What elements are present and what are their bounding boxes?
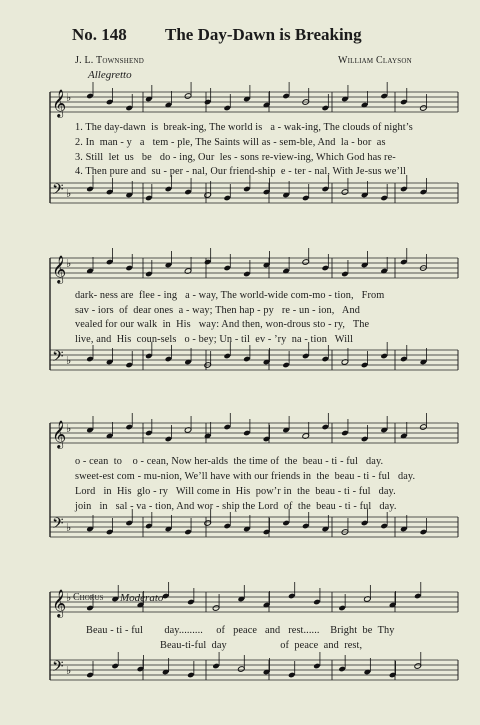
clef-glyph: 𝄞 (52, 255, 67, 283)
key-flat: ♭ (66, 355, 72, 367)
lyric-line: Lord in His glo - ry Will come in His pow’r in the beau - ti - ful day. (75, 486, 396, 497)
lyric-line: sav - iors of dear ones a - way; Then hap - py re - un - ion, And (75, 305, 360, 316)
key-flat: ♭ (66, 522, 72, 534)
lyric-line: 2. In man - y a tem - ple, The Saints will as - sem-ble, And la - bor as (75, 137, 386, 148)
key-flat: ♭ (66, 423, 72, 435)
lyric-line: 4. Then pure and su - per - nal, Our friend-ship e - ter - nal, With Je-sus we’ll (75, 166, 406, 177)
key-flat: ♭ (66, 665, 72, 677)
lyric-line: 1. The day-dawn is break-ing, The world is a - wak-ing, The clouds of night’s (75, 122, 413, 133)
clef-glyph: 𝄞 (52, 589, 67, 617)
lyric-line: dark- ness are flee - ing a - way, The world-wide com-mo - tion, From (75, 290, 385, 301)
author-credit: J. L. Townshend (75, 55, 144, 66)
clef-glyph: 𝄞 (52, 89, 67, 117)
lyric-line: 3. Still let us be do - ing, Our les - sons re-view-ing, Which God has re- (75, 152, 396, 163)
lyric-line: vealed for our walk in His way: And then, won-drous sto - ry, The (75, 319, 370, 330)
lyric-line: live, and His coun-sels o - bey; Un - til ev - ’ry na - tion Will (75, 334, 354, 345)
clef-glyph: 𝄢 (52, 658, 64, 679)
chorus-tempo-marking: Moderato (120, 592, 164, 604)
clef-glyph: 𝄢 (52, 348, 64, 369)
clef-glyph: 𝄢 (52, 515, 64, 536)
chorus-label: Chorus (73, 592, 104, 603)
tempo-marking: Allegretto (88, 69, 132, 81)
composer-credit: William Clayson (338, 55, 412, 66)
lyric-line: sweet-est com - mu-nion, We’ll have with our friends in the beau - ti - ful day. (75, 471, 416, 482)
clef-glyph: 𝄢 (52, 181, 64, 202)
lyric-line: o - cean to o - cean, Now her-alds the time of the beau - ti - ful day. (75, 456, 384, 467)
hymn-title: The Day-Dawn is Breaking (165, 25, 362, 44)
clef-glyph: 𝄞 (52, 420, 67, 448)
chorus-lyric-line: Beau - ti - ful day......... of peace and rest...... Bright be Thy (86, 625, 395, 636)
key-flat: ♭ (66, 592, 72, 604)
key-flat: ♭ (66, 92, 72, 104)
hymn-number: No. 148 (72, 25, 127, 44)
lyric-line: join in sal - va - tion, And wor - ship the Lord of the beau - ti - ful day. (75, 501, 397, 512)
key-flat: ♭ (66, 258, 72, 270)
key-flat: ♭ (66, 188, 72, 200)
chorus-lyric-line: Beau-ti-ful day of peace and rest, (160, 640, 363, 651)
